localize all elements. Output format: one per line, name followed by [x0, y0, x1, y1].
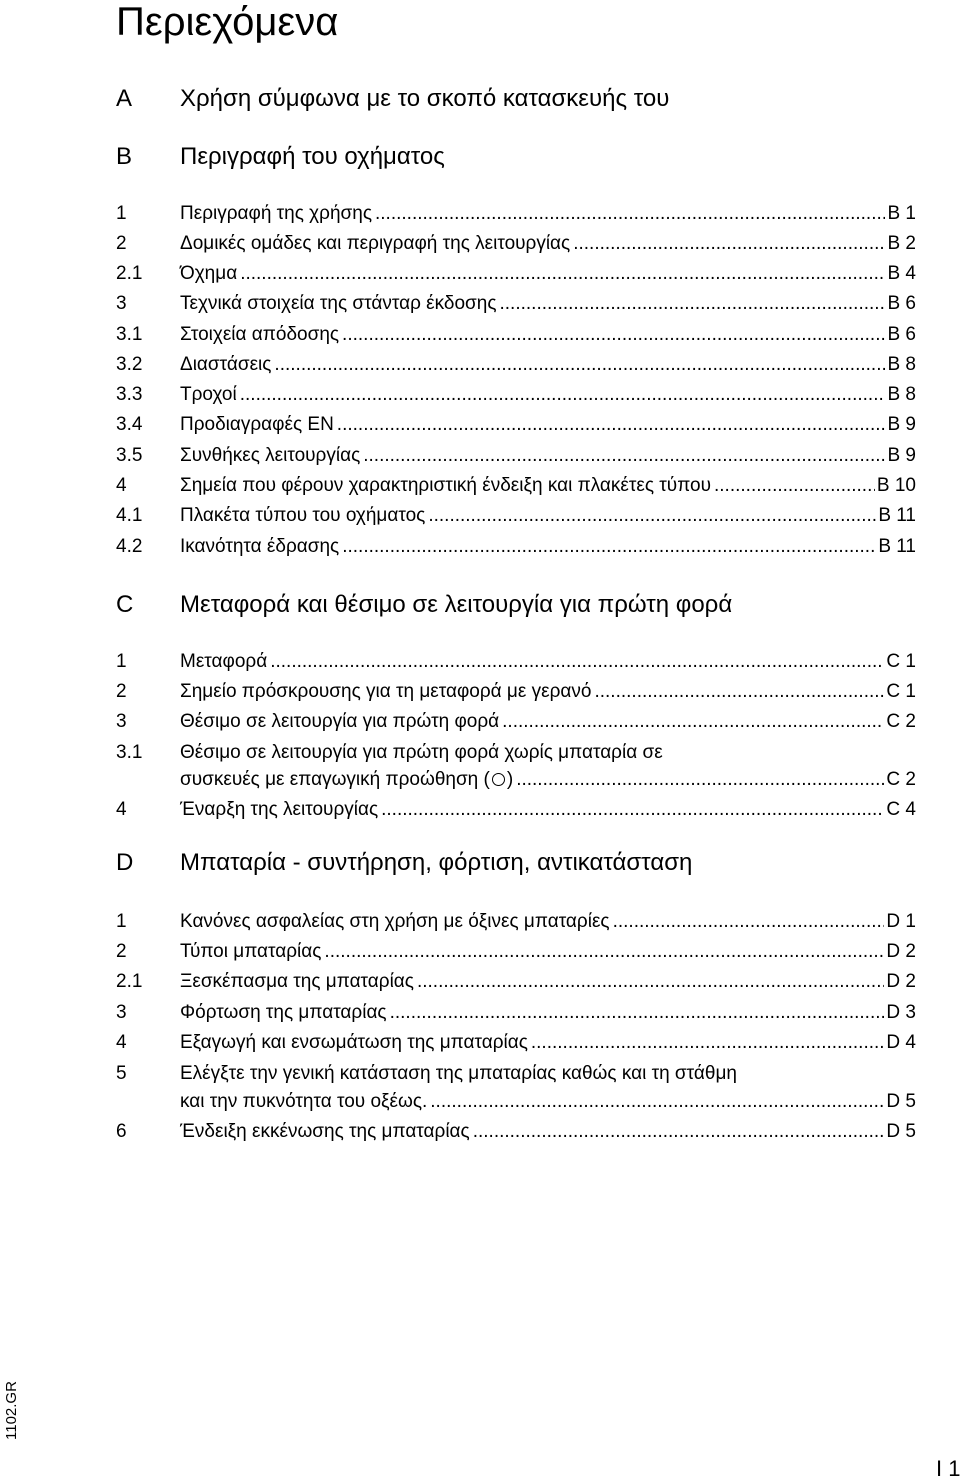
entry-title: Έναρξη της λειτουργίας: [180, 799, 379, 820]
toc-entry[interactable]: [0, 383, 960, 407]
entry-number: 2: [116, 941, 127, 962]
entry-title: Τύποι μπαταρίας: [180, 941, 322, 962]
entry-title: Ένδειξη εκκένωσης της μπαταρίας: [180, 1121, 470, 1142]
toc-entry[interactable]: [0, 1001, 960, 1025]
dot-leader: [502, 710, 884, 734]
entry-number: 3.4: [116, 414, 143, 435]
dot-leader: [240, 383, 886, 407]
entry-page: D 5: [886, 1091, 916, 1112]
dot-leader: [240, 262, 885, 286]
entry-page: B 11: [878, 536, 916, 557]
entry-title: Πλακέτα τύπου του οχήματος: [180, 505, 426, 526]
dot-leader: [613, 910, 885, 934]
entry-number: 3: [116, 1002, 127, 1023]
entry-number: 3.5: [116, 445, 143, 466]
section-title: Μεταφορά και θέσιμο σε λειτουργία για πρώτη φορά: [180, 591, 733, 618]
entry-title: Κανόνες ασφαλείας στη χρήση με όξινες μπαταρίες: [180, 911, 610, 932]
dot-leader: [324, 940, 884, 964]
entry-page: D 2: [886, 941, 916, 962]
entry-page: C 4: [886, 799, 916, 820]
entry-page: B 6: [887, 293, 916, 314]
toc-entry-continuation[interactable]: [0, 768, 960, 792]
dot-leader: [428, 504, 876, 528]
entry-title-line2: και την πυκνότητα του οξέως.: [180, 1091, 428, 1112]
toc-entry[interactable]: [0, 202, 960, 226]
entry-page: D 5: [886, 1121, 916, 1142]
section-letter: A: [116, 85, 133, 112]
entry-number: 3.1: [116, 324, 143, 345]
dot-leader: [342, 535, 876, 559]
entry-number: 6: [116, 1121, 127, 1142]
section-title: Χρήση σύμφωνα με το σκοπό κατασκευής του: [180, 85, 670, 112]
entry-page: D 4: [886, 1032, 916, 1053]
entry-page: B 9: [887, 414, 916, 435]
entry-number: 3: [116, 711, 127, 732]
toc-entry-continuation[interactable]: [0, 1090, 960, 1114]
entry-page: D 2: [886, 971, 916, 992]
dot-leader: [417, 970, 884, 994]
entry-title: Όχημα: [180, 263, 238, 284]
dot-leader: [500, 292, 886, 316]
dot-leader: [342, 323, 885, 347]
dot-leader: [531, 1031, 885, 1055]
section-title: Περιγραφή του οχήματος: [180, 143, 445, 170]
entry-page: C 2: [886, 711, 916, 732]
entry-number: 2.1: [116, 263, 143, 284]
entry-number: 3: [116, 293, 127, 314]
entry-title: Τεχνικά στοιχεία της στάνταρ έκδοσης: [180, 293, 497, 314]
page-title: Περιεχόμενα: [116, 0, 339, 44]
entry-number: 1: [116, 651, 127, 672]
toc-entry[interactable]: [0, 970, 960, 994]
dot-leader: [573, 232, 885, 256]
dot-leader: [337, 413, 886, 437]
entry-page: B 2: [887, 233, 916, 254]
dot-leader: [594, 680, 884, 704]
entry-title: Θέσιμο σε λειτουργία για πρώτη φορά: [180, 711, 500, 732]
entry-page: D 1: [886, 911, 916, 932]
toc-entry[interactable]: [0, 413, 960, 437]
toc-entry[interactable]: [0, 323, 960, 347]
entry-number: 4: [116, 799, 127, 820]
circle-symbol-icon: [492, 773, 505, 786]
entry-number: 1: [116, 911, 127, 932]
entry-title-line1: Θέσιμο σε λειτουργία για πρώτη φορά χωρίς μπαταρία σε: [180, 742, 663, 763]
entry-title: Φόρτωση της μπαταρίας: [180, 1002, 387, 1023]
section-letter: C: [116, 591, 134, 618]
entry-title: Στοιχεία απόδοσης: [180, 324, 340, 345]
toc-entry[interactable]: [0, 741, 960, 765]
entry-page: C 1: [886, 651, 916, 672]
toc-entry[interactable]: [0, 444, 960, 468]
entry-page: B 1: [887, 203, 916, 224]
toc-entry[interactable]: [0, 650, 960, 674]
entry-page: B 9: [887, 445, 916, 466]
entry-page: D 3: [886, 1002, 916, 1023]
entry-number: 4: [116, 475, 127, 496]
toc-entry[interactable]: [0, 262, 960, 286]
entry-title-line2: συσκευές με επαγωγική προώθηση ( ): [180, 769, 514, 790]
entry-number: 2.1: [116, 971, 143, 992]
toc-entry[interactable]: [0, 940, 960, 964]
toc-entry[interactable]: [0, 910, 960, 934]
entry-number: 2: [116, 233, 127, 254]
entry-title: Προδιαγραφές EN: [180, 414, 334, 435]
entry-page: B 4: [887, 263, 916, 284]
section-letter: B: [116, 143, 133, 170]
dot-leader: [381, 798, 884, 822]
dot-leader: [270, 650, 884, 674]
toc-entry[interactable]: [0, 1031, 960, 1055]
entry-title: Περιγραφή της χρήσης: [180, 203, 372, 224]
entry-title: Μεταφορά: [180, 651, 268, 672]
entry-page: B 8: [887, 384, 916, 405]
entry-number: 3.3: [116, 384, 143, 405]
entry-page: B 10: [876, 475, 916, 496]
entry-number: 4: [116, 1032, 127, 1053]
dot-leader: [473, 1120, 885, 1144]
dot-leader: [390, 1001, 885, 1025]
section-c-heading[interactable]: [0, 590, 960, 620]
dot-leader: [516, 768, 884, 792]
toc-entry[interactable]: [0, 535, 960, 559]
entry-title: Ικανότητα έδρασης: [180, 536, 340, 557]
dot-leader: [363, 444, 885, 468]
toc-entry[interactable]: [0, 353, 960, 377]
section-d-heading[interactable]: [0, 848, 960, 878]
entry-title: Σημεία που φέρουν χαρακτηριστική ένδειξη και πλακέτες τύπου: [180, 475, 711, 496]
entry-title-line1: Ελέγξτε την γενική κατάσταση της μπαταρίας καθώς και τη στάθμη: [180, 1063, 737, 1084]
toc-entry[interactable]: [0, 1062, 960, 1086]
toc-entry[interactable]: [0, 504, 960, 528]
toc-entry[interactable]: [0, 474, 960, 498]
section-b-heading[interactable]: [0, 142, 960, 172]
entry-number: 1: [116, 203, 127, 224]
dot-leader: [430, 1090, 884, 1114]
entry-title: Τροχοί: [180, 384, 237, 405]
section-a-heading[interactable]: [0, 84, 960, 114]
entry-number: 4.1: [116, 505, 143, 526]
entry-title: Συνθήκες λειτουργίας: [180, 445, 361, 466]
entry-title: Δομικές ομάδες και περιγραφή της λειτουργίας: [180, 233, 571, 254]
entry-title: Σημείο πρόσκρουσης για τη μεταφορά με γερανό: [180, 681, 592, 702]
entry-page: B 11: [878, 505, 916, 526]
entry-number: 5: [116, 1063, 127, 1084]
entry-title: Ξεσκέπασμα της μπαταρίας: [180, 971, 414, 992]
document-code: 1102.GR: [3, 1381, 20, 1440]
entry-number: 3.2: [116, 354, 143, 375]
entry-number: 4.2: [116, 536, 143, 557]
entry-number: 3.1: [116, 742, 143, 763]
entry-page: C 1: [886, 681, 916, 702]
dot-leader: [274, 353, 885, 377]
entry-title: Διαστάσεις: [180, 354, 272, 375]
entry-page: C 2: [886, 769, 916, 790]
section-letter: D: [116, 849, 134, 876]
toc-entry[interactable]: [0, 680, 960, 704]
page-number: I 1: [936, 1456, 960, 1481]
dot-leader: [714, 474, 875, 498]
toc-entry[interactable]: [0, 1120, 960, 1144]
entry-number: 2: [116, 681, 127, 702]
toc-entry[interactable]: [0, 292, 960, 316]
section-title: Μπαταρία - συντήρηση, φόρτιση, αντικατάσταση: [180, 849, 693, 876]
toc-entry[interactable]: [0, 710, 960, 734]
entry-page: B 6: [887, 324, 916, 345]
toc-entry[interactable]: [0, 798, 960, 822]
toc-entry[interactable]: [0, 232, 960, 256]
entry-page: B 8: [887, 354, 916, 375]
entry-title: Εξαγωγή και ενσωμάτωση της μπαταρίας: [180, 1032, 528, 1053]
dot-leader: [375, 202, 885, 226]
